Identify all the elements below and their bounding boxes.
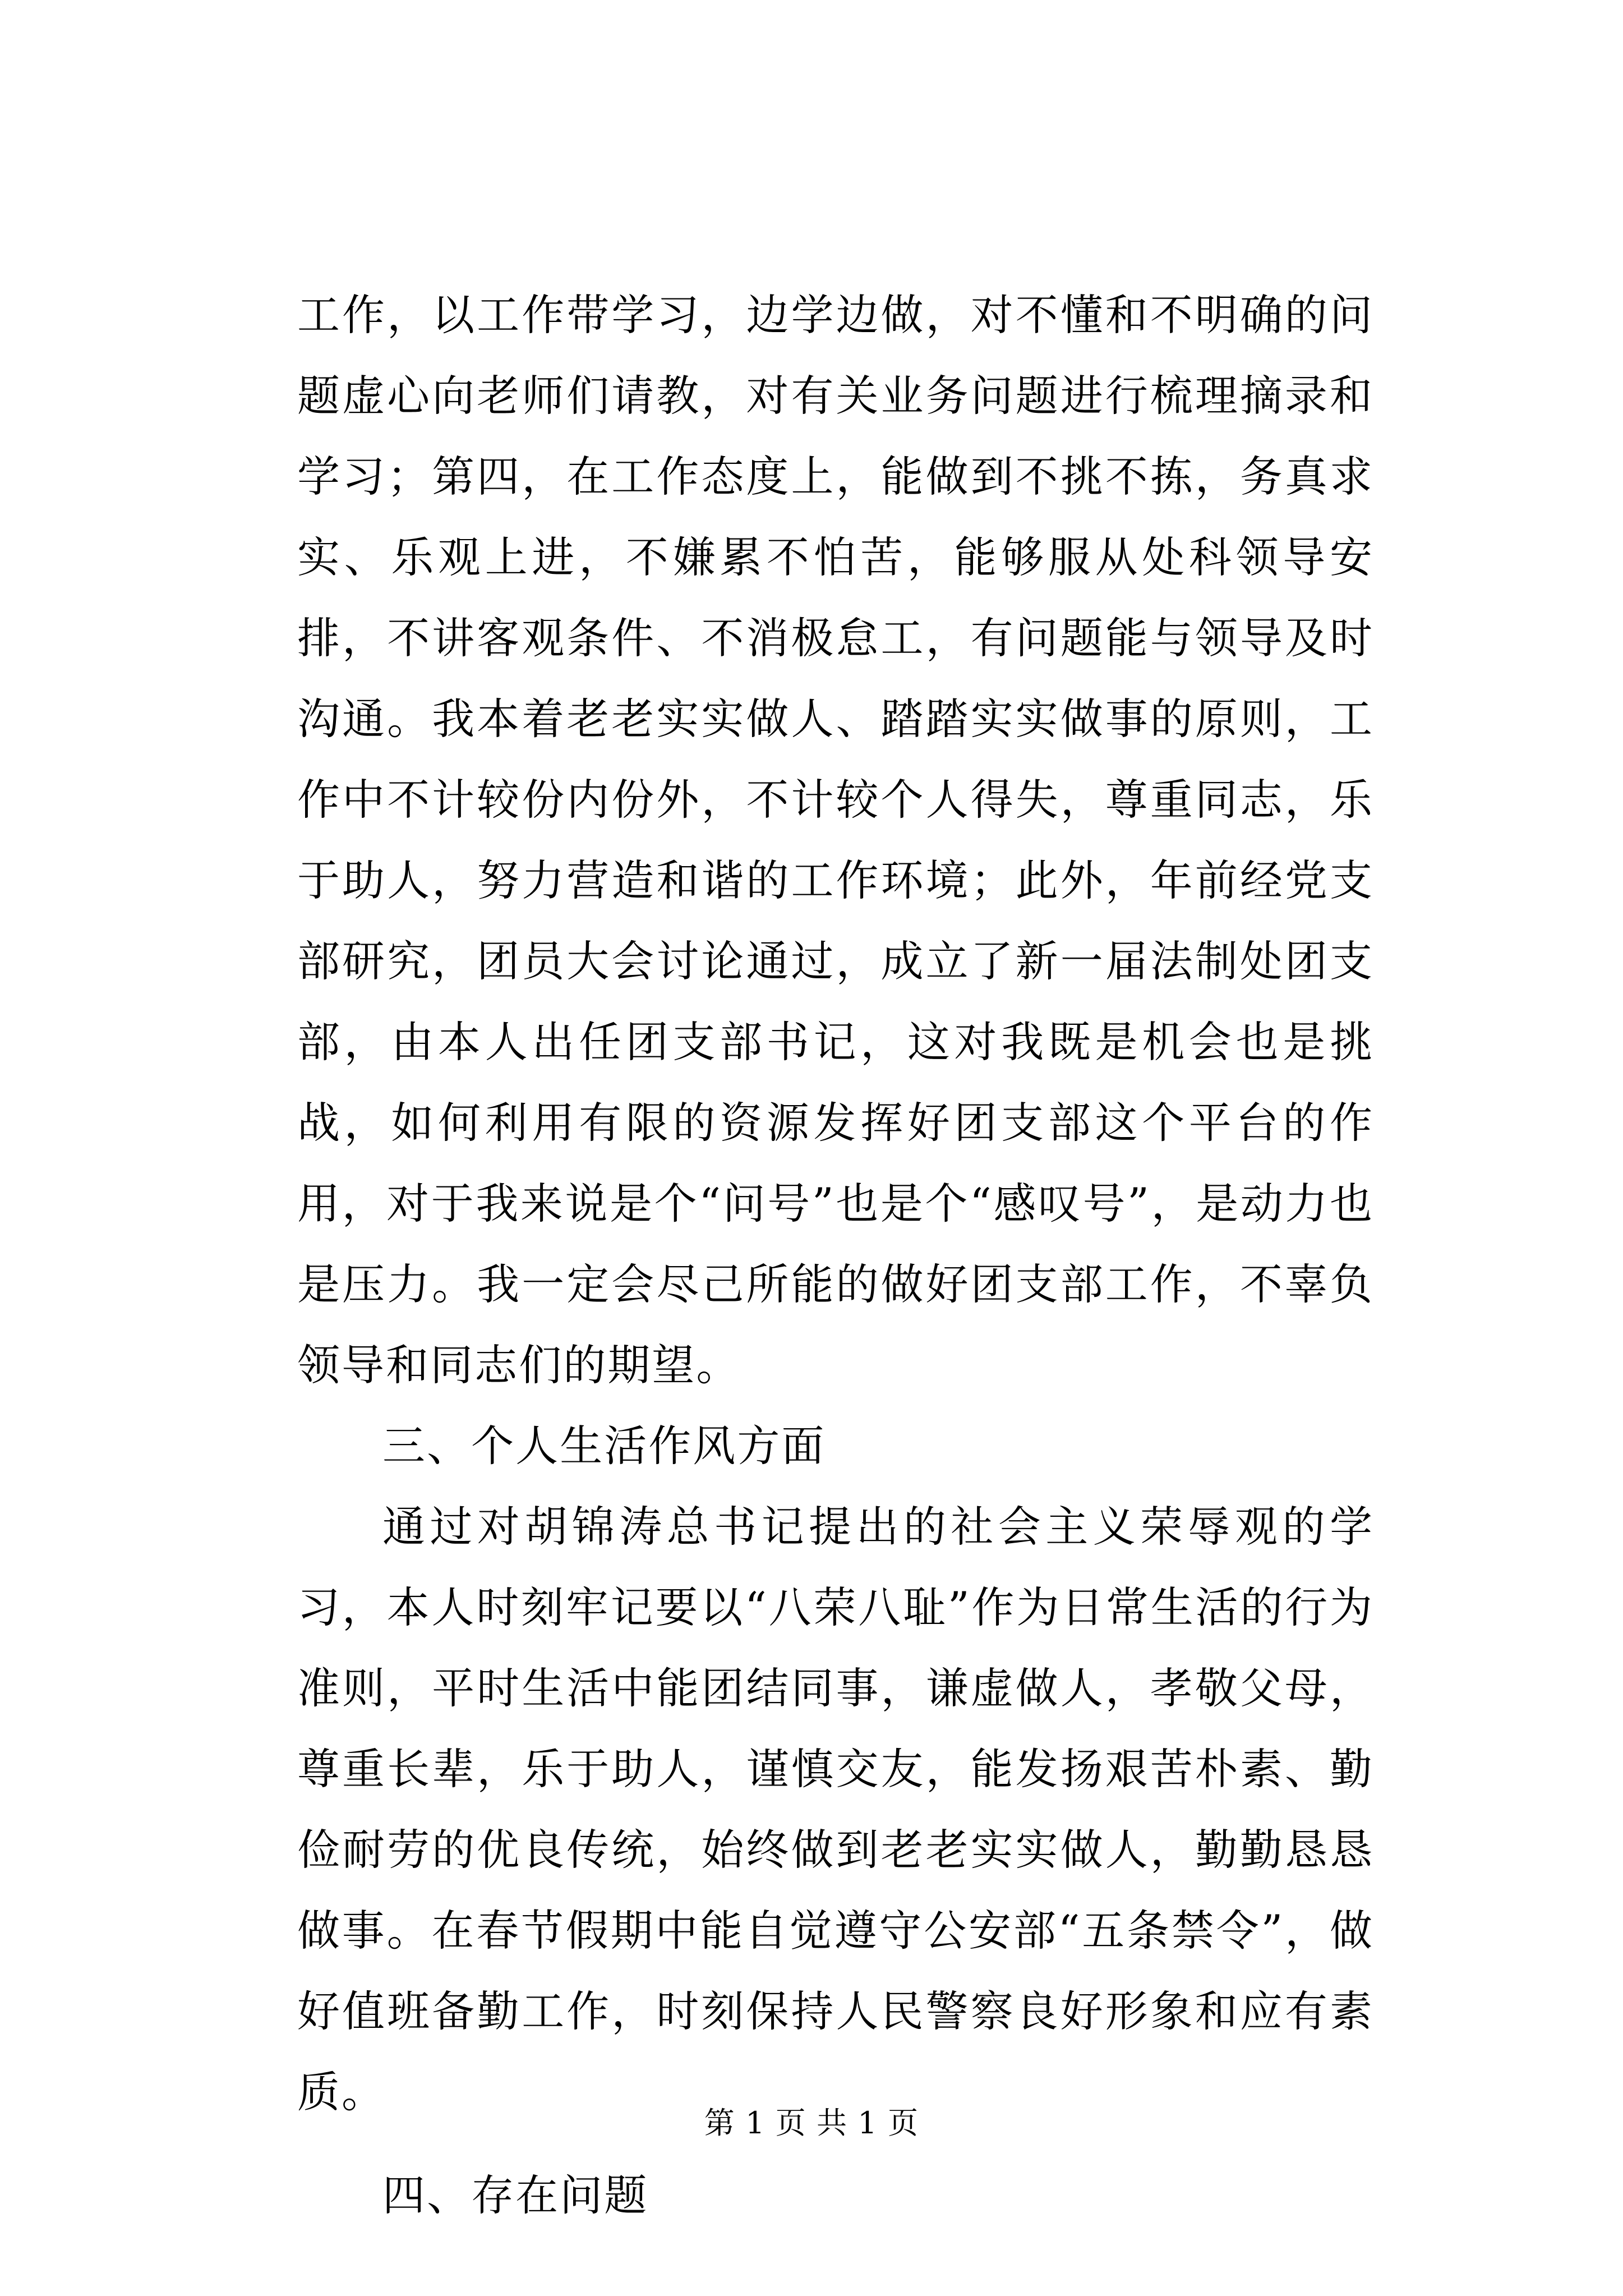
page-footer: 第 1 页 共 1 页 (704, 2105, 919, 2141)
section-heading-personal-life: 三、个人生活作风方面 (382, 1421, 826, 1471)
body-paragraph-personal-life: 通过对胡锦涛总书记提出的社会主义荣辱观的学习，本人时刻牢记要以“八荣八耻”作为日常生活的行为准则，平时生活中能团结同事，谦虚做人，孝敬父母，尊重长辈，乐于助人，谨慎交友，能发扬艰苦朴素、勤俭耐劳的优良传统，始终做到老老实实做人，勤勤恳恳做事。在春节假期中能自觉遵守公安部“五条禁令”，做好值班备勤工作，时刻保持人民警察良好形象和应有素质。 (297, 1502, 1374, 2117)
body-paragraph-continued: 工作，以工作带学习，边学边做，对不懂和不明确的问题虚心向老师们请教，对有关业务问题进行梳理摘录和学习；第四，在工作态度上，能做到不挑不拣，务真求实、乐观上进，不嫌累不怕苦，能够服从处科领导安排，不讲客观条件、不消极怠工，有问题能与领导及时沟通。我本着老老实实做人、踏踏实实做事的原则，工作中不计较份内份外，不计较个人得失，尊重同志，乐于助人，努力营造和谐的工作环境；此外，年前经党支部研究，团员大会讨论通过，成立了新一届法制处团支部，由本人出任团支部书记，这对我既是机会也是挑战，如何利用有限的资源发挥好团支部这个平台的作用，对于我来说是个“问号”也是个“感叹号”，是动力也是压力。我一定会尽己所能的做好团支部工作，不辜负领导和同志们的期望。 (297, 290, 1374, 1390)
section-heading-problems: 四、存在问题 (382, 2170, 649, 2220)
document-body (297, 275, 1374, 2236)
